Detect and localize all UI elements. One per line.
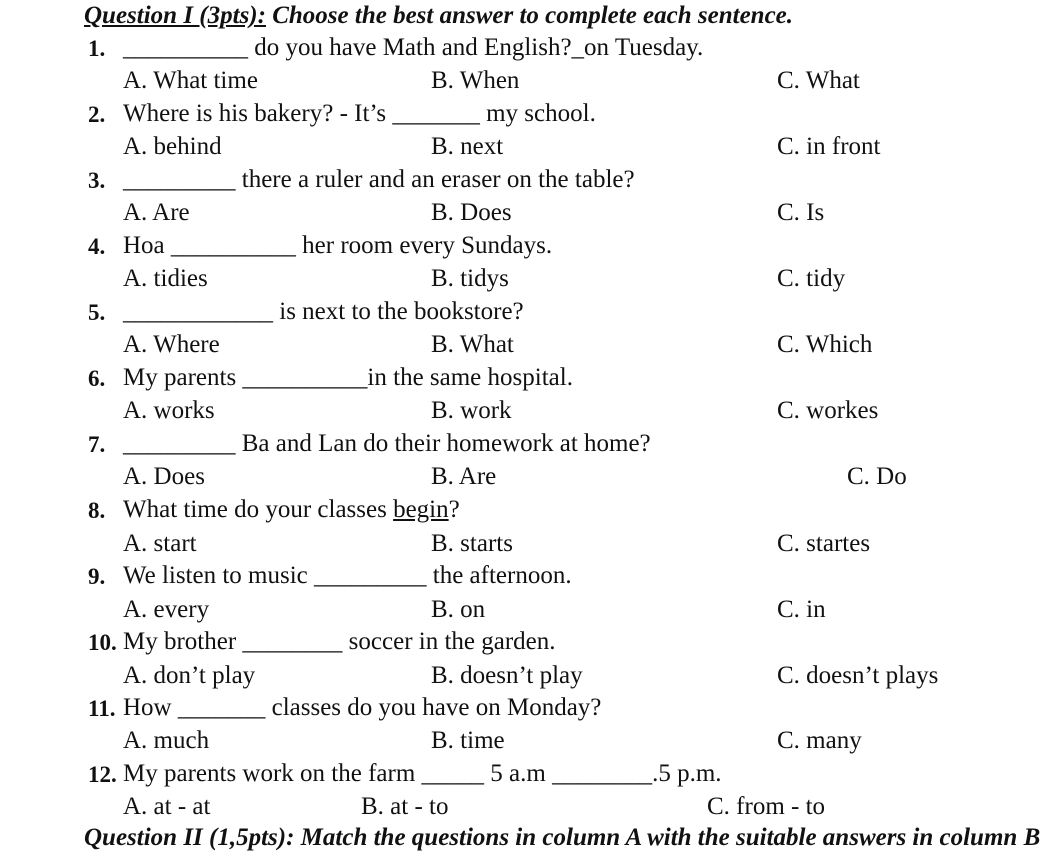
question-number: 8. <box>88 498 106 523</box>
question-text: Where is his bakery? - It’s _______ my school. <box>123 100 596 127</box>
question-number: 9. <box>88 564 106 589</box>
question-number: 12. <box>88 762 117 787</box>
option-a: A. What time <box>123 67 258 94</box>
question-number: 11. <box>88 696 116 721</box>
next-section-text: Question II (1,5pts): Match the questions in column A with the suitable answers in column B <box>84 824 1040 851</box>
section-instruction: Choose the best answer to complete each sentence. <box>265 2 794 29</box>
option-c: C. from - to <box>707 793 826 820</box>
option-b: B. What <box>431 331 514 358</box>
option-c: C. doesn’t plays <box>777 662 939 689</box>
option-a: A. works <box>123 397 215 424</box>
question-number: 10. <box>88 630 117 655</box>
option-a: A. don’t play <box>123 662 256 689</box>
section-title <box>84 2 793 30</box>
question-text: How _______ classes do you have on Monday? <box>123 694 602 721</box>
question-text: ____________ is next to the bookstore? <box>123 298 524 325</box>
question-number: 4. <box>88 234 106 259</box>
option-a: A. tidies <box>123 265 208 292</box>
option-a: A. start <box>123 530 197 557</box>
question-text: Hoa __________ her room every Sundays. <box>123 232 553 259</box>
option-b: B. next <box>431 133 504 160</box>
question-text-post: ? <box>448 496 460 523</box>
question-number: 1. <box>88 36 106 61</box>
option-a: A. Are <box>123 199 190 226</box>
question-text: My parents work on the farm _____ 5 a.m ________.5 p.m. <box>123 760 722 787</box>
option-c: C. in front <box>777 133 881 160</box>
question-text: We listen to music _________ the afternoon. <box>123 562 572 589</box>
option-b: B. tidys <box>431 265 509 292</box>
question-number: 2. <box>88 102 106 127</box>
option-c: C. What <box>777 67 860 94</box>
option-b: B. doesn’t play <box>431 662 583 689</box>
option-b: B. When <box>431 67 520 94</box>
next-section-title-partial <box>84 820 1040 851</box>
option-b: B. Does <box>431 199 512 226</box>
option-c: C. Is <box>777 199 825 226</box>
option-c: C. many <box>777 727 862 754</box>
option-c: C. Which <box>777 331 873 358</box>
section-label: Question I (3pts): <box>84 2 266 29</box>
option-b: B. time <box>431 727 505 754</box>
question-text: _________ there a ruler and an eraser on the table? <box>123 166 635 193</box>
option-a: A. behind <box>123 133 222 160</box>
question-text: _________ Ba and Lan do their homework at home? <box>123 430 651 457</box>
question-number: 7. <box>88 432 106 457</box>
question-text: My parents __________in the same hospital. <box>123 364 573 391</box>
question-text-pre: What time do your classes <box>123 496 394 523</box>
option-b: B. Are <box>431 463 497 490</box>
question-text <box>123 495 460 525</box>
option-a: A. Where <box>123 331 220 358</box>
option-a: A. at - at <box>123 793 211 820</box>
option-a: A. much <box>123 727 210 754</box>
option-b: B. at - to <box>361 793 449 820</box>
option-c: C. tidy <box>777 265 846 292</box>
question-number: 3. <box>88 168 106 193</box>
question-text: My brother ________ soccer in the garden. <box>123 628 556 655</box>
option-c: C. Do <box>847 463 907 490</box>
option-a: A. Does <box>123 463 205 490</box>
question-number: 6. <box>88 366 106 391</box>
option-a: A. every <box>123 596 210 623</box>
option-b: B. work <box>431 397 512 424</box>
option-c: C. in <box>777 596 826 623</box>
question-number: 5. <box>88 300 106 325</box>
question-text: __________ do you have Math and English?_on Tuesday. <box>123 34 704 61</box>
underlined-word: begin <box>393 496 449 523</box>
option-b: B. on <box>431 596 486 623</box>
option-b: B. starts <box>431 530 513 557</box>
option-c: C. startes <box>777 530 871 557</box>
option-c: C. workes <box>777 397 879 424</box>
